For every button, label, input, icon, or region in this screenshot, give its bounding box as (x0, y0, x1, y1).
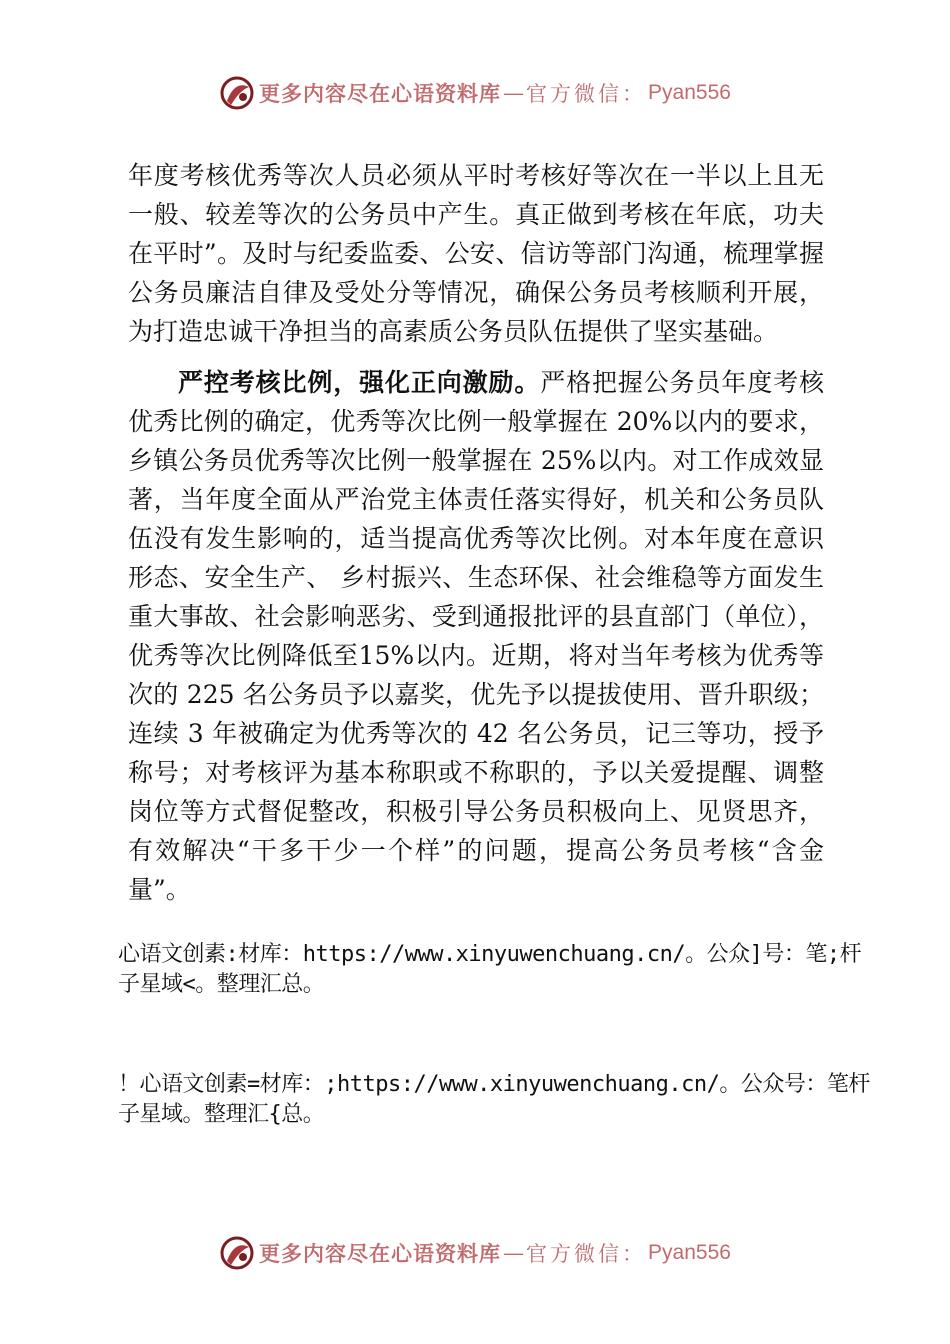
footer-watermark-banner (0, 1228, 950, 1278)
header-wechat-id: Pyan556 (648, 81, 731, 104)
paragraph-1: 年度考核优秀等次人员必须从平时考核好等次在一半以上且无一般、较差等次的公务员中产生。真正做到考核在年底，功夫在平时”。及时与纪委监委、公安、信访等部门沟通，梳理掌握公务员廉洁自律及受处分等情况，确保公务员考核顺利开展，为打造忠诚干净担当的高素质公务员队伍提供了坚实基础。 (128, 161, 824, 346)
brand-logo-icon (219, 1235, 255, 1271)
header-watermark-banner (0, 68, 950, 118)
paragraph-2-lead: 严控考核比例，强化正向激励。 (178, 368, 541, 397)
paragraph-2-body: 严格把握公务员年度考核优秀比例的确定，优秀等次比例一般掌握在 20%以内的要求，乡镇公务员优秀等次比例一般掌握在 25%以内。对工作成效显著，当年度全面从严治党主体责任落实得好，机关和公务员队伍没有发生影响的，适当提高优秀等次比例。对本年度在意识形态、安全生产、 乡村振兴、生态环保、社会维稳等方面发生重大事故、社会影响恶劣、受到通报批评的县直部门（单位），优秀等次比例降低至15%以内。近期，将对当年考核为优秀等次的 225 名公务员予以嘉奖，优先予以提拔使用、晋升职级；连续 3 年被确定为优秀等次的 42 名公务员，记三等功，授予称号；对考核评为基本称职或不称职的，予以关爱提醒、调整岗位等方式督促整改，积极引导公务员积极向上、见贤思齐，有效解决“干多干少一个样”的问题，提高公务员考核“含金量”。 (128, 368, 824, 904)
header-main-text: 更多内容尽在心语资料库 (259, 81, 502, 106)
footer-wechat-label: 官方微信： (526, 1242, 647, 1266)
source-note-1: 心语文创素:材库：https://www.xinyuwenchuang.cn/。公众]号：笔;杆子星域<。整理汇总。 (118, 942, 862, 997)
header-dash: — (503, 81, 525, 105)
header-wechat-label: 官方微信： (526, 82, 647, 106)
brand-logo-icon (219, 75, 255, 111)
paragraph-2 (128, 363, 824, 909)
document-body (128, 156, 824, 909)
footer-main-text: 更多内容尽在心语资料库 (259, 1241, 502, 1266)
source-note-2: ！心语文创素=材库：;https://www.xinyuwenchuang.cn/。公众号：笔杆子星域。整理汇{总。 (118, 1072, 870, 1127)
footer-dash: — (503, 1241, 525, 1265)
footer-wechat-id: Pyan556 (648, 1241, 731, 1264)
